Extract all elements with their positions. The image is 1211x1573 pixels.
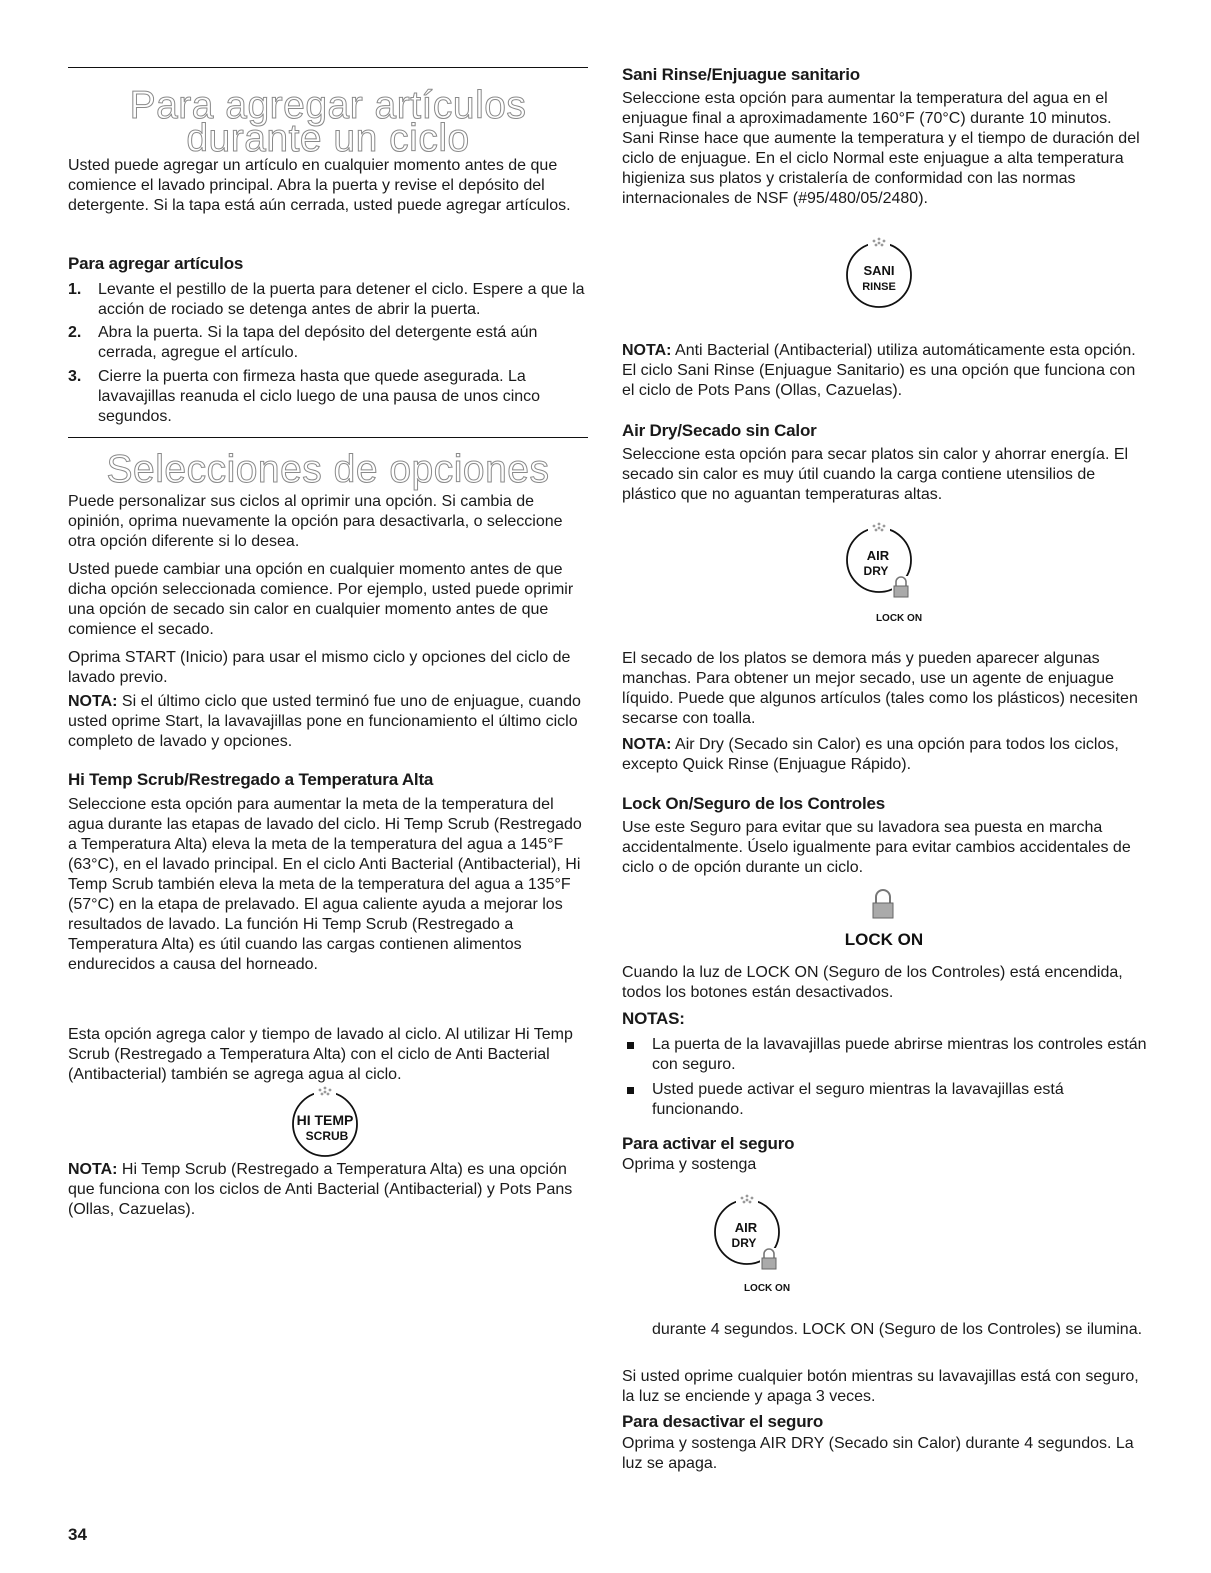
- step-text: Cierre la puerta con firmeza hasta que quede asegurada. La lavavajillas reanuda el ciclo luego de una pausa de unos cinco segundos.: [98, 368, 541, 425]
- hi-temp-scrub-button: [280, 1082, 370, 1162]
- note-air-dry: [622, 735, 1147, 775]
- options-paragraph: Oprima START (Inicio) para usar el mismo ciclo y opciones del ciclo de lavado previo.: [68, 649, 571, 686]
- sani-label: SANI: [863, 263, 895, 278]
- note-restart: [68, 692, 588, 752]
- note-text: Air Dry (Secado sin Calor) es una opción para todos los ciclos, excepto Quick Rinse (Enjuague Rápido).: [622, 736, 1119, 773]
- list-item: [622, 1080, 1147, 1120]
- lock-on-heading: Lock On/Seguro de los Controles: [622, 794, 886, 813]
- lock-on-label: LOCK ON: [875, 613, 923, 624]
- step-number: 3.: [68, 368, 82, 385]
- deactivate-lock-heading: Para desactivar el seguro: [622, 1412, 824, 1431]
- list-item: [68, 323, 588, 363]
- air-dry-paragraph: El secado de los platos se demora más y pueden aparecer algunas manchas. Para obtener un mejor secado, use un agente de enjuague líquido. Puede que algunos artículos (tales como los plásticos) necesiten secarse con toalla.: [622, 650, 1138, 727]
- lock-on-paragraph: Use este Seguro para evitar que su lavadora sea puesta en marcha accidentalmente. Úselo igualmente para evitar cambios accidentales de ciclo o de opción durante un ciclo.: [622, 819, 1131, 876]
- list-item: [68, 367, 588, 427]
- activate-lock-heading: Para activar el seguro: [622, 1134, 795, 1153]
- hi-temp-label: HI TEMP: [296, 1112, 354, 1128]
- section-title-add-items-line2: durante un ciclo: [186, 117, 470, 160]
- air-dry-button: [834, 518, 934, 628]
- section-title-option-selections: Selecciones de opciones: [106, 448, 550, 491]
- hi-temp-paragraph: Esta opción agrega calor y tiempo de lavado al ciclo. Al utilizar Hi Temp Scrub (Restregado a Temperatura Alta) con el ciclo de Anti Bacterial (Antibacterial) también se agrega agua al ciclo.: [68, 1026, 573, 1083]
- options-paragraph: Usted puede cambiar una opción en cualquier momento antes de que dicha opción seleccionada comience. Por ejemplo, usted puede oprimir una opción de secado sin calor en cualquier momento antes de que comience el secado.: [68, 561, 574, 638]
- note-text: Hi Temp Scrub (Restregado a Temperatura Alta) es una opción que funciona con los ciclos de Anti Bacterial (Antibacterial) y Pots Pans (Ollas, Cazuelas).: [68, 1161, 573, 1218]
- options-paragraph: Puede personalizar sus ciclos al oprimir una opción. Si cambia de opinión, oprima nuevamente la opción para desactivarla, o seleccione otra opción diferente si lo desea.: [68, 493, 563, 550]
- air-label: AIR: [734, 1220, 758, 1235]
- section-title-add-items-line1: Para agregar artículos: [129, 84, 527, 127]
- padlock-icon: [873, 890, 893, 918]
- lock-on-indicator: [840, 886, 930, 952]
- bullet-text: Usted puede activar el seguro mientras la lavavajillas está funcionando.: [652, 1081, 1064, 1118]
- scrub-label: SCRUB: [305, 1129, 349, 1143]
- dry-label: DRY: [731, 1236, 757, 1250]
- section-rule: [68, 67, 588, 68]
- bullet-icon: [627, 1087, 634, 1094]
- lock-blink-paragraph: Si usted oprime cualquier botón mientras su lavavajillas está con seguro, la luz se enciende y apaga 3 veces.: [622, 1368, 1139, 1405]
- note-sani-rinse: [622, 341, 1147, 401]
- activate-lock-paragraph: durante 4 segundos. LOCK ON (Seguro de los Controles) se ilumina.: [652, 1321, 1143, 1338]
- step-text: Levante el pestillo de la puerta para detener el ciclo. Espere a que la acción de rociado se detenga antes de abrir la puerta.: [98, 281, 585, 318]
- note-label: NOTA:: [622, 342, 672, 359]
- list-item: [622, 1035, 1147, 1075]
- air-dry-paragraph: Seleccione esta opción para secar platos sin calor y ahorrar energía. El secado sin calor es muy útil cuando la carga contiene utensilios de plástico que no aguantan temperaturas altas.: [622, 446, 1129, 503]
- deactivate-lock-paragraph: Oprima y sostenga AIR DRY (Secado sin Calor) durante 4 segundos. La luz se apaga.: [622, 1435, 1134, 1472]
- note-text: Anti Bacterial (Antibacterial) utiliza automáticamente esta opción. El ciclo Sani Rinse (Enjuague Sanitario) es una opción que funciona con el ciclo de Pots Pans (Ollas, Cazuelas).: [622, 342, 1136, 399]
- air-dry-button: [702, 1190, 802, 1300]
- air-dry-heading: Air Dry/Secado sin Calor: [622, 421, 817, 440]
- lock-on-label: LOCK ON: [743, 1283, 791, 1294]
- hi-temp-heading: Hi Temp Scrub/Restregado a Temperatura Alta: [68, 770, 434, 789]
- note-label: NOTA:: [68, 1161, 118, 1178]
- section-rule: [68, 437, 588, 438]
- page-number: 34: [68, 1525, 87, 1544]
- bullet-text: La puerta de la lavavajillas puede abrirse mientras los controles están con seguro.: [652, 1036, 1147, 1073]
- step-number: 1.: [68, 281, 82, 298]
- lock-on-label: LOCK ON: [844, 930, 924, 949]
- bullet-icon: [627, 1042, 634, 1049]
- sani-rinse-heading: Sani Rinse/Enjuague sanitario: [622, 65, 860, 84]
- lock-on-paragraph: Cuando la luz de LOCK ON (Seguro de los Controles) está encendida, todos los botones están desactivados.: [622, 964, 1123, 1001]
- dry-label: DRY: [863, 564, 889, 578]
- activate-lock-paragraph: Oprima y sostenga: [622, 1156, 757, 1173]
- hi-temp-paragraph: Seleccione esta opción para aumentar la meta de la temperatura del agua durante las etapas de lavado del ciclo. Hi Temp Scrub (Restregado a Temperatura Alta) eleva la meta de la temperatura del agua a 145°F (63°C), en el lavado principal. En el ciclo Anti Bacterial (Antibacterial), Hi Temp Scrub también eleva la meta de la temperatura del agua a 135°F (57°C) en la etapa de prelavado. El agua caliente ayuda a mejorar los resultados de lavado. La función Hi Temp Scrub (Restregado a Temperatura Alta) es útil cuando las cargas contienen alimentos endurecidos a causa del horneado.: [68, 796, 582, 973]
- note-label: NOTA:: [622, 736, 672, 753]
- step-number: 2.: [68, 324, 82, 341]
- note-text: Si el último ciclo que usted terminó fue uno de enjuague, cuando usted oprime Start, la lavavajillas pone en funcionamiento el último ciclo completo de lavado y opciones.: [68, 693, 581, 750]
- add-items-intro: Usted puede agregar un artículo en cualquier momento antes de que comience el lavado principal. Abra la puerta y revise el depósito del detergente. Si la tapa está aún cerrada, usted puede agregar artículos.: [68, 157, 571, 214]
- list-item: [68, 280, 588, 320]
- step-text: Abra la puerta. Si la tapa del depósito del detergente está aún cerrada, agregue el artículo.: [98, 324, 538, 361]
- rinse-label: RINSE: [862, 281, 896, 293]
- sani-rinse-paragraph: Seleccione esta opción para aumentar la temperatura del agua en el enjuague final a aproximadamente 160°F (70°C) durante 10 minutos. Sani Rinse hace que aumente la temperatura y el tiempo de duración del ciclo de enjuague. En el ciclo Normal este enjuague a alta temperatura higieniza sus platos y cristalería de conformidad con las normas internacionales de NSF (#95/480/05/2480).: [622, 90, 1140, 207]
- air-label: AIR: [866, 548, 890, 563]
- sani-rinse-button: [834, 233, 924, 313]
- notes-heading: NOTAS:: [622, 1009, 685, 1028]
- note-hi-temp: [68, 1160, 588, 1220]
- note-label: NOTA:: [68, 693, 118, 710]
- add-items-heading: Para agregar artículos: [68, 254, 244, 273]
